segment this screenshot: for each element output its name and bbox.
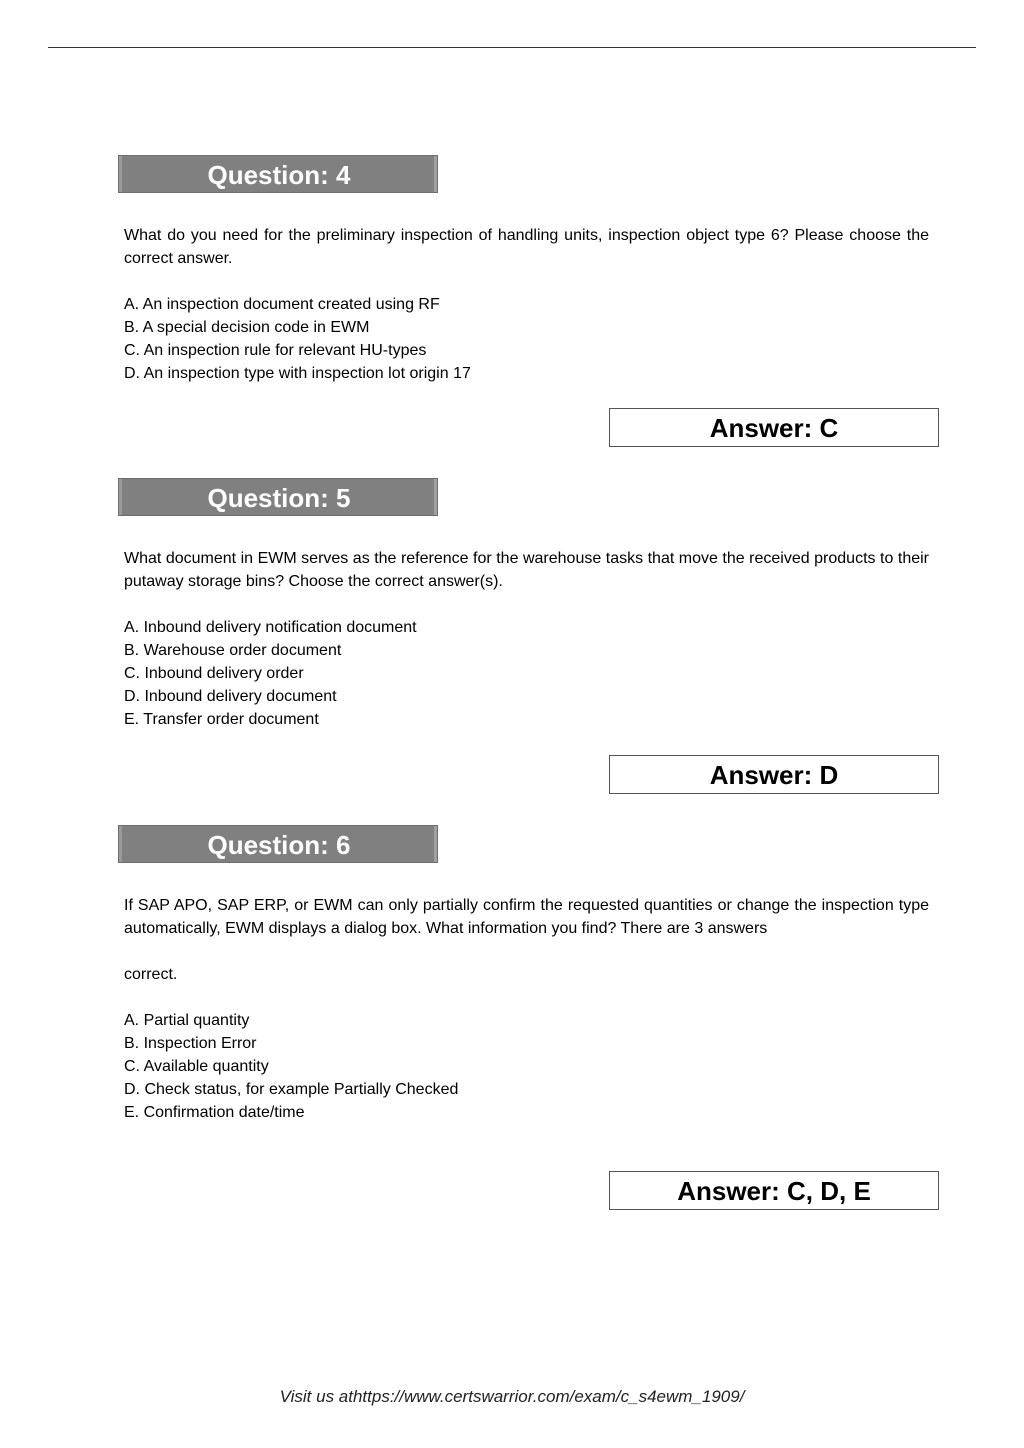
question-4-title: Question: 4: [207, 160, 351, 190]
option-item: A. Partial quantity: [124, 1012, 250, 1029]
question-5-text: What document in EWM serves as the reference for the warehouse tasks that move the received products to their putaway storage bins? Choose the correct answer(s).: [124, 550, 929, 590]
question-4-answer: Answer: C: [709, 413, 839, 443]
option-item: C. Available quantity: [124, 1058, 269, 1075]
option-item: E. Confirmation date/time: [124, 1104, 305, 1121]
option-item: D. Check status, for example Partially Checked: [124, 1081, 459, 1098]
option-item: A. An inspection document created using RF: [124, 296, 440, 313]
option-item: B. Inspection Error: [124, 1035, 257, 1052]
question-6-options: [124, 1009, 929, 1124]
question-5-answer: Answer: D: [709, 760, 839, 790]
question-5-options: [124, 616, 929, 731]
footer-link-text: Visit us athttps://www.certswarrior.com/exam/c_s4ewm_1909/: [279, 1387, 745, 1406]
option-item: B. Warehouse order document: [124, 642, 342, 659]
question-5-answer-box: [609, 755, 939, 794]
option-item: C. An inspection rule for relevant HU-types: [124, 342, 427, 359]
option-item: E. Transfer order document: [124, 711, 319, 728]
option-item: D. Inbound delivery document: [124, 688, 337, 705]
question-6-text: If SAP APO, SAP ERP, or EWM can only partially confirm the requested quantities or change the inspection type automatically, EWM displays a dialog box. What information you find? There are 3 answers: [124, 897, 929, 937]
option-item: B. A special decision code in EWM: [124, 319, 370, 336]
question-6-body: [124, 894, 929, 1124]
option-item: D. An inspection type with inspection lot origin 17: [124, 365, 471, 382]
question-4-text: What do you need for the preliminary inspection of handling units, inspection object type 6? Please choose the correct answer.: [124, 227, 929, 267]
question-6-answer: Answer: C, D, E: [677, 1176, 871, 1206]
question-5-title: Question: 5: [207, 483, 351, 513]
question-4-header: [118, 155, 438, 193]
question-6-text-continued: correct.: [124, 966, 178, 983]
top-divider: [48, 47, 976, 48]
question-5-body: [124, 547, 929, 731]
question-4-options: [124, 293, 929, 385]
question-6-header: [118, 825, 438, 863]
question-4-answer-box: [609, 408, 939, 447]
question-6-answer-box: [609, 1171, 939, 1210]
option-item: A. Inbound delivery notification document: [124, 619, 417, 636]
question-6-title: Question: 6: [207, 830, 351, 860]
question-5-header: [118, 478, 438, 516]
option-item: C. Inbound delivery order: [124, 665, 304, 682]
question-4-body: [124, 224, 929, 385]
